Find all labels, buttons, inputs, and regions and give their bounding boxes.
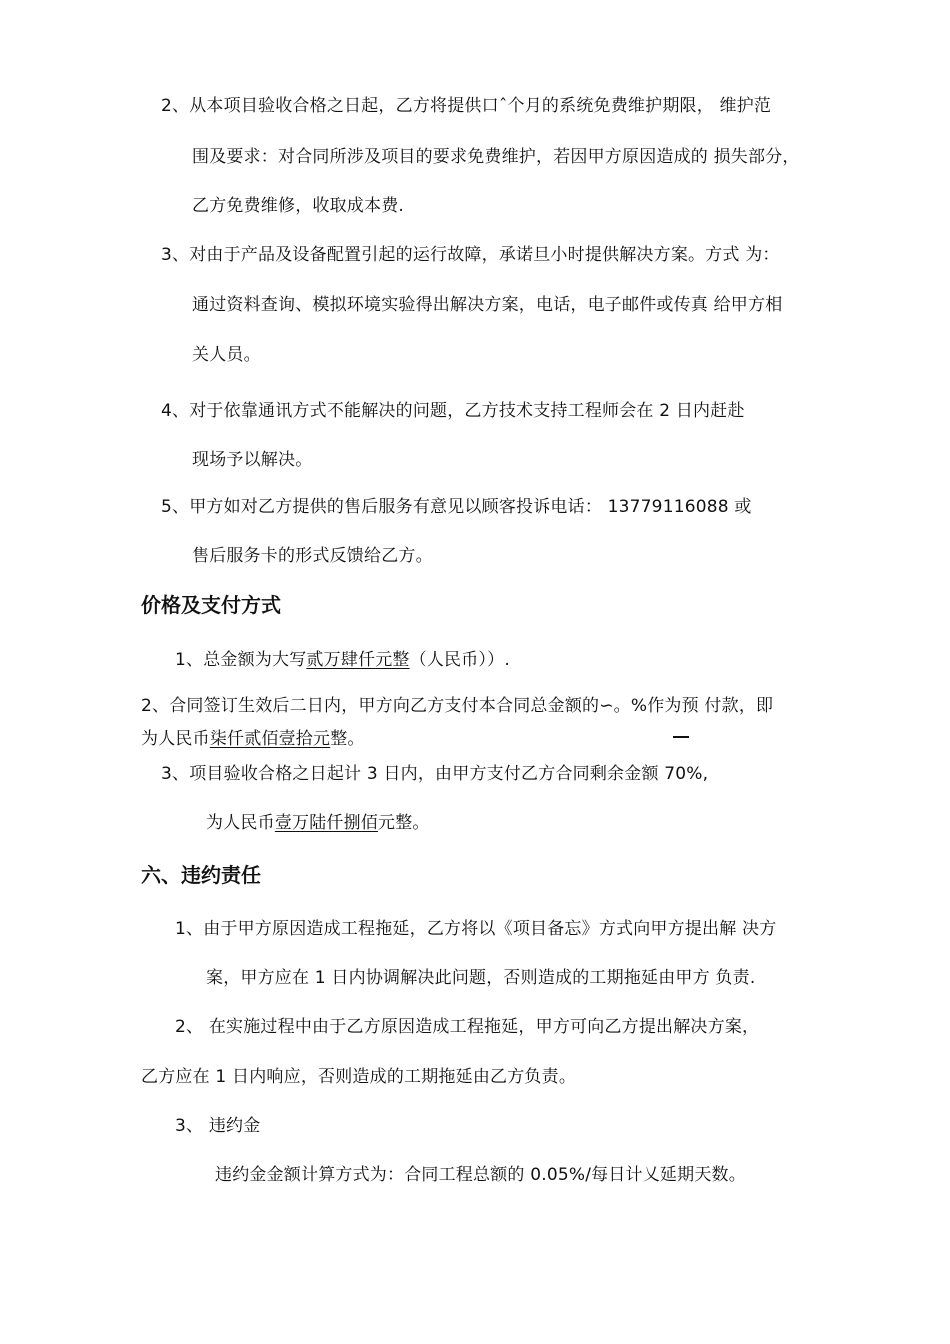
price-item-2-prefix: 为人民币 bbox=[141, 729, 210, 749]
breach-item-2-line-2: 乙方应在 1 日内响应，否则造成的工期拖延由乙方负责。 bbox=[141, 1067, 577, 1087]
price-item-1 bbox=[175, 649, 510, 671]
price-item-3-suffix: 元整。 bbox=[378, 813, 430, 833]
breach-section-heading: 六、违约责任 bbox=[141, 863, 261, 887]
price-item-2-line-2 bbox=[141, 728, 365, 750]
service-item-4-line-1: 4、对于依靠通讯方式不能解决的问题，乙方技术支持工程师会在 2 日内赶赴 bbox=[161, 401, 745, 421]
price-item-3-line-1: 3、项目验收合格之日起计 3 日内，由甲方支付乙方合同剩余金额 70%, bbox=[161, 764, 709, 784]
service-item-2-line-2: 围及要求：对合同所涉及项目的要求免费维护，若因甲方原因造成的 损失部分， bbox=[192, 147, 800, 167]
price-item-1-prefix: 1、总金额为大写 bbox=[175, 650, 307, 670]
prepayment-amount: 柒仟贰佰壹拾元 bbox=[209, 729, 331, 749]
service-item-5-line-2: 售后服务卡的形式反馈给乙方。 bbox=[192, 546, 433, 566]
service-item-2-line-3: 乙方免费维修，收取成本费. bbox=[192, 196, 405, 216]
breach-item-2-line-1: 2、 在实施过程中由于乙方原因造成工程拖延，甲方可向乙方提出解决方案， bbox=[175, 1017, 760, 1037]
balance-amount: 壹万陆仟捌佰 bbox=[274, 813, 379, 833]
price-item-3-line-2 bbox=[206, 812, 430, 834]
price-total-amount: 贰万肆仟元整 bbox=[306, 650, 410, 670]
breach-item-1-line-2: 案，甲方应在 1 日内协调解决此问题，否则造成的工期拖延由甲方 负责. bbox=[206, 968, 756, 988]
service-item-3-line-3: 关人员。 bbox=[192, 345, 261, 365]
breach-item-1-line-1: 1、由于甲方原因造成工程拖延，乙方将以《项目备忘》方式向甲方提出解 决方 bbox=[175, 919, 777, 939]
service-item-3-line-2: 通过资料查询、模拟环境实验得出解决方案，电话，电子邮件或传真 给甲方相 bbox=[192, 295, 783, 315]
service-item-5-line-1: 5、甲方如对乙方提供的售后服务有意见以顾客投诉电话： 13779116088 或 bbox=[161, 497, 752, 517]
breach-item-3-line-2: 违约金金额计算方式为：合同工程总额的 0.05%/每日计乂延期天数。 bbox=[215, 1165, 746, 1185]
service-item-4-line-2: 现场予以解决。 bbox=[192, 450, 313, 470]
price-item-2-suffix: 整。 bbox=[330, 729, 365, 749]
price-item-3-prefix: 为人民币 bbox=[206, 813, 275, 833]
breach-item-3-line-1: 3、 违约金 bbox=[175, 1116, 261, 1136]
price-section-heading: 价格及支付方式 bbox=[141, 593, 281, 617]
price-item-2-line-1: 2、合同签订生效后二日内，甲方向乙方支付本合同总金额的∽。%作为预 付款，即 bbox=[141, 696, 774, 716]
price-item-1-suffix: （人民币））. bbox=[409, 650, 510, 670]
dash-mark bbox=[673, 736, 689, 738]
service-item-3-line-1: 3、对由于产品及设备配置引起的运行故障，承诺旦小时提供解决方案。方式 为： bbox=[161, 245, 780, 265]
service-item-2-line-1: 2、从本项目验收合格之日起，乙方将提供口ˆ个月的系统免费维护期限， 维护范 bbox=[161, 96, 772, 116]
